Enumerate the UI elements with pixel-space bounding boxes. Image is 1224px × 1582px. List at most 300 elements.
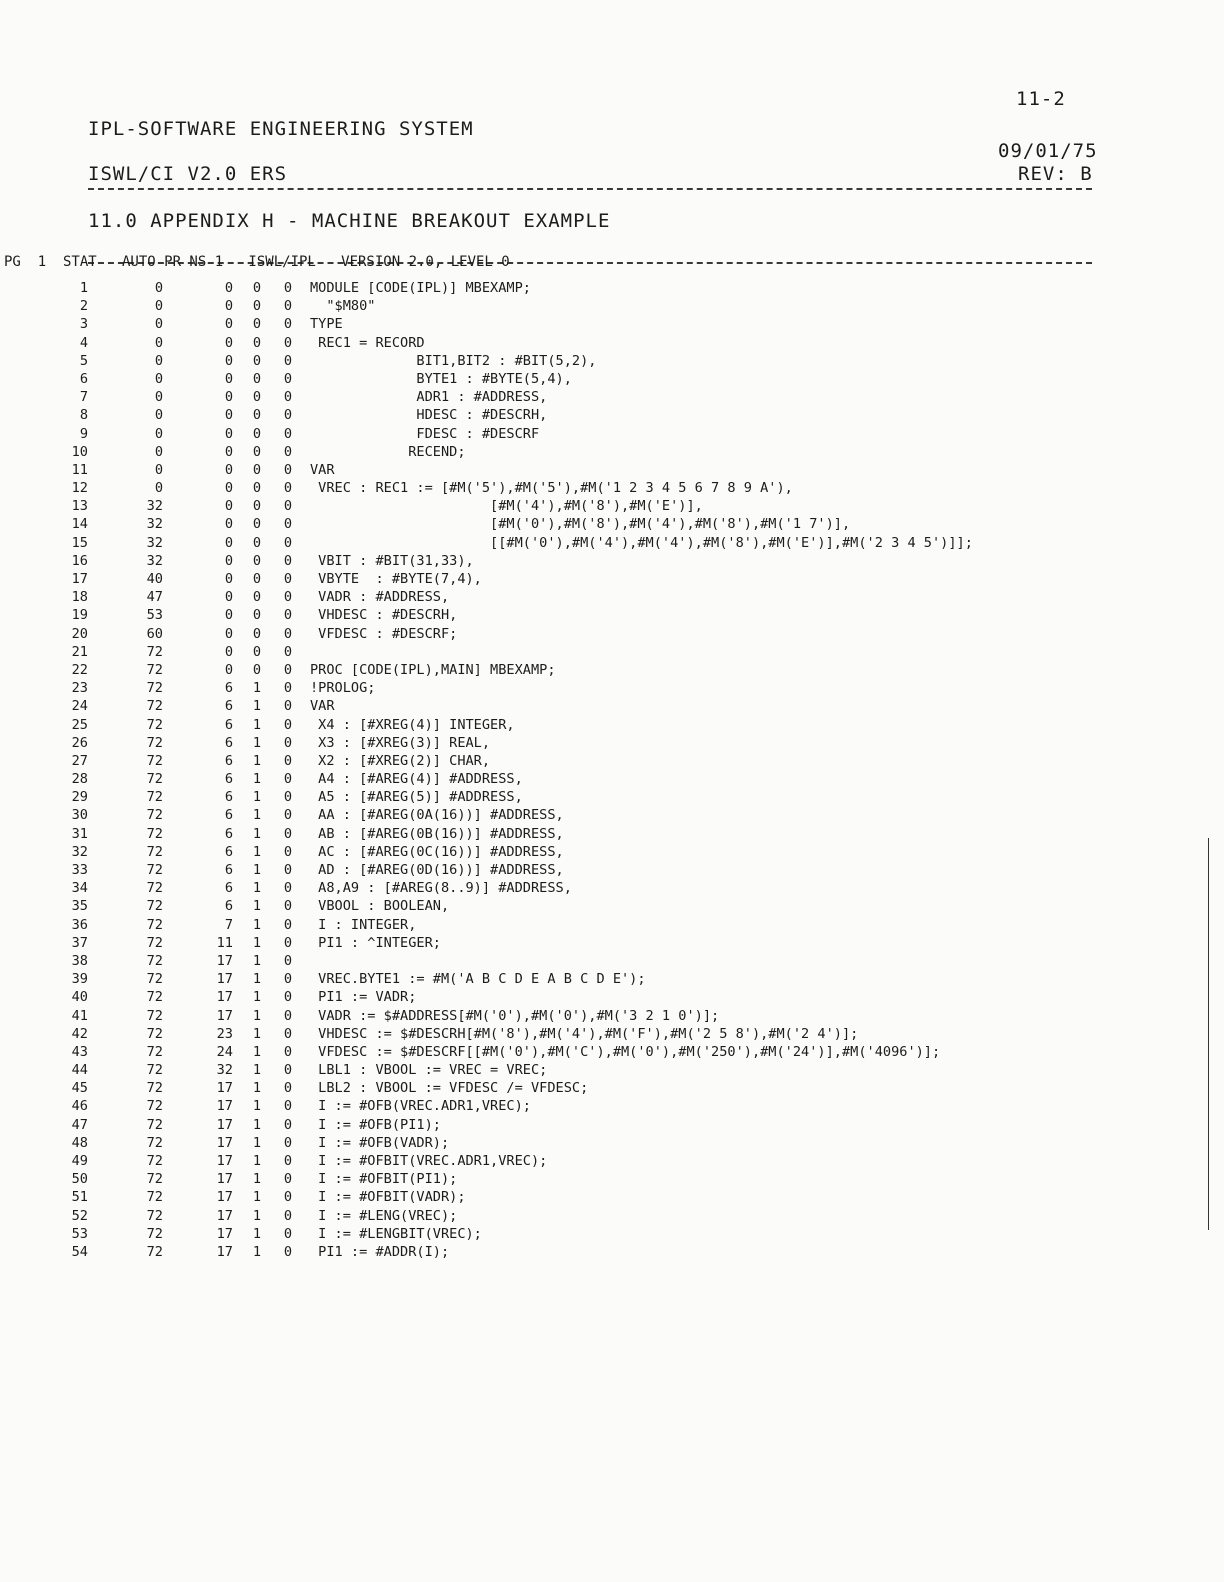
ns-value: 0 [283,298,292,315]
auto-value: 17 [216,1098,233,1115]
auto-value: 6 [224,716,233,733]
source-text: AA : [#AREG(0A(16))] #ADDRESS, [310,807,564,824]
source-text: VREC : REC1 := [#M('5'),#M('5'),#M('1 2 3 4 5 6 7 8 9 A'), [310,480,793,497]
pr-value: 1 [252,825,261,842]
auto-value: 17 [216,1134,233,1151]
ns-value: 0 [283,498,292,515]
pr-value: 1 [252,680,261,697]
ns-value: 0 [283,807,292,824]
auto-value: 0 [224,589,233,606]
change-bar [1208,838,1209,1230]
ns-value: 0 [283,280,292,296]
line-number: 32 [71,843,88,860]
pr-value: 0 [252,534,261,551]
source-text: PI1 := VADR; [310,989,417,1006]
auto-value: 0 [224,316,233,333]
ns-value: 0 [283,370,292,387]
document-date: 09/01/75 [998,140,1098,162]
source-text: I := #OFB(VREC.ADR1,VREC); [310,1098,531,1115]
stat-value: 0 [154,461,163,478]
source-text: PI1 := #ADDR(I); [310,1243,450,1260]
line-number: 39 [71,971,88,988]
pr-value: 0 [252,625,261,642]
stat-value: 32 [146,498,163,515]
pr-value: 0 [252,571,261,587]
ns-value: 0 [283,461,292,478]
pr-value: 1 [252,916,261,933]
stat-value: 72 [146,989,163,1006]
stat-value: 72 [146,1225,163,1242]
ns-value: 0 [283,407,292,424]
line-number: 31 [71,825,88,842]
source-text: X3 : [#XREG(3)] REAL, [310,734,491,751]
auto-value: 0 [224,443,233,460]
ns-value: 0 [283,898,292,915]
source-text: BIT1,BIT2 : #BIT(5,2), [310,352,597,369]
stat-value: 0 [154,298,163,315]
ns-value: 0 [283,934,292,951]
ns-value: 0 [283,1153,292,1169]
source-text: I := #OFBIT(VADR); [310,1189,466,1206]
ns-value: 0 [283,589,292,606]
line-number: 45 [71,1080,88,1097]
ns-value: 0 [283,571,292,587]
ns-value: 0 [283,1043,292,1060]
ns-value: 0 [283,825,292,842]
ns-value: 0 [283,425,292,442]
line-number: 48 [71,1134,88,1151]
auto-value: 6 [224,862,233,878]
line-number: 25 [71,716,88,733]
line-number: 5 [79,352,88,369]
line-number: 19 [71,607,88,624]
auto-value: 6 [224,898,233,915]
auto-value: 0 [224,516,233,533]
pr-value: 0 [252,370,261,387]
ns-value: 0 [283,389,292,406]
line-number: 3 [79,316,88,333]
line-number: 28 [71,771,88,788]
stat-value: 72 [146,1025,163,1042]
source-text: VAR [310,698,335,715]
stat-value: 72 [146,898,163,915]
ns-value: 0 [283,1116,292,1133]
pr-value: 1 [252,1098,261,1115]
pr-value: 0 [252,389,261,406]
line-number: 21 [71,643,88,660]
auto-value: 17 [216,1007,233,1024]
ns-value: 0 [283,661,292,678]
source-text: VHDESC : #DESCRH, [310,607,458,624]
line-number: 43 [71,1043,88,1060]
ns-value: 0 [283,716,292,733]
line-number: 29 [71,789,88,806]
line-number: 17 [71,571,88,587]
stat-value: 0 [154,280,163,296]
auto-value: 0 [224,461,233,478]
pr-value: 1 [252,1189,261,1206]
ns-value: 0 [283,1171,292,1188]
document-id: ISWL/CI V2.0 ERS [88,163,288,185]
source-text: VREC.BYTE1 := #M('A B C D E A B C D E'); [310,971,646,988]
auto-value: 0 [224,407,233,424]
ns-value: 0 [283,443,292,460]
stat-value: 32 [146,516,163,533]
line-number: 40 [71,989,88,1006]
source-text: ADR1 : #ADDRESS, [310,389,548,406]
line-number: 1 [79,280,88,296]
ns-value: 0 [283,698,292,715]
source-text: "$M80" [310,298,376,315]
auto-value: 0 [224,625,233,642]
pr-value: 1 [252,989,261,1006]
line-number: 54 [71,1243,88,1260]
source-text: I := #OFB(PI1); [310,1116,441,1133]
line-number: 23 [71,680,88,697]
auto-value: 6 [224,825,233,842]
auto-value: 0 [224,534,233,551]
pr-value: 0 [252,316,261,333]
source-text: TYPE [310,316,343,333]
pr-value: 1 [252,1062,261,1079]
stat-value: 53 [146,607,163,624]
ns-value: 0 [283,1225,292,1242]
ns-value: 0 [283,1207,292,1224]
stat-value: 0 [154,389,163,406]
pr-value: 1 [252,716,261,733]
auto-value: 0 [224,298,233,315]
source-text: A4 : [#AREG(4)] #ADDRESS, [310,771,523,788]
ns-value: 0 [283,1080,292,1097]
line-number: 11 [71,461,88,478]
stat-value: 72 [146,1171,163,1188]
auto-value: 6 [224,771,233,788]
pr-value: 1 [252,1007,261,1024]
stat-value: 72 [146,734,163,751]
auto-value: 6 [224,807,233,824]
stat-value: 47 [146,589,163,606]
source-text: VHDESC := $#DESCRH[#M('8'),#M('4'),#M('F'),#M('2 5 8'),#M('2 4')]; [310,1025,859,1042]
pr-value: 0 [252,352,261,369]
pr-value: 1 [252,934,261,951]
auto-value: 17 [216,1189,233,1206]
stat-value: 72 [146,1153,163,1169]
ns-value: 0 [283,607,292,624]
pr-value: 1 [252,952,261,969]
stat-value: 72 [146,698,163,715]
source-text: !PROLOG; [310,680,376,697]
ns-value: 0 [283,534,292,551]
stat-value: 72 [146,1098,163,1115]
stat-value: 72 [146,934,163,951]
ns-value: 0 [283,989,292,1006]
ns-value: 0 [283,1134,292,1151]
line-number: 33 [71,862,88,878]
ns-value: 0 [283,862,292,878]
ns-value: 0 [283,516,292,533]
auto-value: 0 [224,280,233,296]
pr-value: 0 [252,280,261,296]
stat-value: 72 [146,880,163,897]
line-number: 16 [71,552,88,569]
line-number: 27 [71,752,88,769]
ns-value: 0 [283,752,292,769]
source-text: PROC [CODE(IPL),MAIN] MBEXAMP; [310,661,556,678]
stat-value: 72 [146,1080,163,1097]
stat-value: 72 [146,752,163,769]
stat-value: 72 [146,661,163,678]
pr-value: 1 [252,843,261,860]
auto-value: 6 [224,880,233,897]
line-number: 9 [79,425,88,442]
source-text: HDESC : #DESCRH, [310,407,548,424]
pr-value: 1 [252,1225,261,1242]
line-number: 15 [71,534,88,551]
stat-value: 72 [146,862,163,878]
stat-value: 72 [146,1207,163,1224]
stat-value: 72 [146,1134,163,1151]
stat-value: 0 [154,443,163,460]
auto-value: 24 [216,1043,233,1060]
ns-value: 0 [283,916,292,933]
stat-value: 0 [154,407,163,424]
auto-value: 6 [224,789,233,806]
ns-value: 0 [283,552,292,569]
stat-value: 32 [146,552,163,569]
line-number: 53 [71,1225,88,1242]
auto-value: 6 [224,843,233,860]
stat-value: 72 [146,1116,163,1133]
ns-value: 0 [283,734,292,751]
line-number: 41 [71,1007,88,1024]
ns-value: 0 [283,1025,292,1042]
source-text: VAR [310,461,335,478]
pr-value: 1 [252,807,261,824]
pr-value: 1 [252,1043,261,1060]
source-text: VBOOL : BOOLEAN, [310,898,450,915]
pr-value: 0 [252,425,261,442]
stat-value: 72 [146,1243,163,1260]
source-text: VBYTE : #BYTE(7,4), [310,571,482,587]
source-text: [#M('4'),#M('8'),#M('E')], [310,498,703,515]
source-text: VFDESC : #DESCRF; [310,625,458,642]
line-number: 37 [71,934,88,951]
stat-value: 72 [146,807,163,824]
source-text: I := #OFBIT(VREC.ADR1,VREC); [310,1153,548,1169]
header-rule [88,188,1092,190]
source-text: RECEND; [310,443,466,460]
source-text: I := #LENGBIT(VREC); [310,1225,482,1242]
auto-value: 6 [224,734,233,751]
source-text: I := #OFB(VADR); [310,1134,450,1151]
pr-value: 1 [252,1243,261,1260]
auto-value: 0 [224,425,233,442]
auto-value: 6 [224,680,233,697]
source-text: [[#M('0'),#M('4'),#M('4'),#M('8'),#M('E')],#M('2 3 4 5')]]; [310,534,973,551]
ns-value: 0 [283,680,292,697]
auto-value: 7 [224,916,233,933]
ns-value: 0 [283,843,292,860]
pr-value: 0 [252,461,261,478]
stat-value: 72 [146,1007,163,1024]
stat-value: 0 [154,480,163,497]
pr-value: 1 [252,789,261,806]
listing-header: PG 1 STAT AUTO PR NS 1 ISWL/IPL VERSION 2.0, LEVEL 0 [4,254,510,270]
line-number: 36 [71,916,88,933]
stat-value: 60 [146,625,163,642]
stat-value: 72 [146,843,163,860]
stat-value: 0 [154,334,163,351]
pr-value: 0 [252,661,261,678]
pr-value: 1 [252,898,261,915]
auto-value: 0 [224,571,233,587]
source-text: LBL1 : VBOOL := VREC = VREC; [310,1062,548,1079]
pr-value: 0 [252,480,261,497]
source-text: BYTE1 : #BYTE(5,4), [310,370,572,387]
stat-value: 0 [154,352,163,369]
pr-value: 0 [252,516,261,533]
pr-value: 0 [252,607,261,624]
source-text: X4 : [#XREG(4)] INTEGER, [310,716,515,733]
line-number: 35 [71,898,88,915]
stat-value: 72 [146,1189,163,1206]
line-number: 50 [71,1171,88,1188]
pr-value: 1 [252,1153,261,1169]
auto-value: 6 [224,752,233,769]
ns-value: 0 [283,352,292,369]
ns-value: 0 [283,1007,292,1024]
line-number: 38 [71,952,88,969]
line-number: 7 [79,389,88,406]
source-text: MODULE [CODE(IPL)] MBEXAMP; [310,280,531,296]
source-text: VFDESC := $#DESCRF[[#M('0'),#M('C'),#M('0'),#M('250'),#M('24')],#M('4096')]; [310,1043,941,1060]
stat-value: 72 [146,789,163,806]
pr-value: 1 [252,698,261,715]
stat-value: 72 [146,680,163,697]
line-number: 46 [71,1098,88,1115]
pr-value: 1 [252,771,261,788]
ns-value: 0 [283,625,292,642]
pr-value: 0 [252,334,261,351]
stat-value: 72 [146,643,163,660]
pr-value: 1 [252,1080,261,1097]
ns-value: 0 [283,1062,292,1079]
line-number: 2 [79,298,88,315]
auto-value: 17 [216,1171,233,1188]
line-number: 4 [79,334,88,351]
auto-value: 0 [224,334,233,351]
source-text: VADR : #ADDRESS, [310,589,450,606]
pr-value: 1 [252,880,261,897]
auto-value: 0 [224,352,233,369]
pr-value: 1 [252,862,261,878]
stat-value: 72 [146,971,163,988]
source-text: REC1 = RECORD [310,334,425,351]
stat-value: 72 [146,716,163,733]
pr-value: 0 [252,552,261,569]
ns-value: 0 [283,952,292,969]
auto-value: 17 [216,1116,233,1133]
auto-value: 0 [224,552,233,569]
auto-value: 17 [216,1243,233,1260]
auto-value: 0 [224,661,233,678]
source-text: AB : [#AREG(0B(16))] #ADDRESS, [310,825,564,842]
line-number: 6 [79,370,88,387]
pr-value: 1 [252,1025,261,1042]
source-text: FDESC : #DESCRF [310,425,540,442]
auto-value: 6 [224,698,233,715]
source-text: AC : [#AREG(0C(16))] #ADDRESS, [310,843,564,860]
auto-value: 0 [224,643,233,660]
ns-value: 0 [283,316,292,333]
pr-value: 0 [252,298,261,315]
pr-value: 0 [252,443,261,460]
source-text: AD : [#AREG(0D(16))] #ADDRESS, [310,862,564,878]
line-number: 24 [71,698,88,715]
line-number: 47 [71,1116,88,1133]
auto-value: 17 [216,1207,233,1224]
line-number: 26 [71,734,88,751]
pr-value: 1 [252,734,261,751]
stat-value: 72 [146,825,163,842]
pr-value: 0 [252,407,261,424]
stat-value: 72 [146,1043,163,1060]
stat-value: 0 [154,370,163,387]
ns-value: 0 [283,880,292,897]
section-title: 11.0 APPENDIX H - MACHINE BREAKOUT EXAMPLE [88,210,611,232]
ns-value: 0 [283,480,292,497]
pr-value: 1 [252,971,261,988]
auto-value: 0 [224,498,233,515]
line-number: 12 [71,480,88,497]
auto-value: 0 [224,480,233,497]
auto-value: 23 [216,1025,233,1042]
ns-value: 0 [283,1098,292,1115]
pr-value: 1 [252,1134,261,1151]
auto-value: 0 [224,607,233,624]
line-number: 14 [71,516,88,533]
ns-value: 0 [283,643,292,660]
line-number: 22 [71,661,88,678]
stat-value: 72 [146,771,163,788]
line-number: 52 [71,1207,88,1224]
ns-value: 0 [283,1189,292,1206]
pr-value: 0 [252,589,261,606]
pr-value: 1 [252,1207,261,1224]
stat-value: 72 [146,916,163,933]
source-text: A5 : [#AREG(5)] #ADDRESS, [310,789,523,806]
pr-value: 0 [252,643,261,660]
stat-value: 32 [146,534,163,551]
auto-value: 11 [216,934,233,951]
auto-value: 17 [216,971,233,988]
source-text: PI1 : ^INTEGER; [310,934,441,951]
ns-value: 0 [283,334,292,351]
line-number: 34 [71,880,88,897]
stat-value: 40 [146,571,163,587]
line-number: 51 [71,1189,88,1206]
stat-value: 72 [146,1062,163,1079]
system-title: IPL-SOFTWARE ENGINEERING SYSTEM [88,118,474,140]
line-number: 42 [71,1025,88,1042]
ns-value: 0 [283,1243,292,1260]
line-number: 13 [71,498,88,515]
auto-value: 32 [216,1062,233,1079]
line-number: 10 [71,443,88,460]
pr-value: 1 [252,752,261,769]
line-number: 30 [71,807,88,824]
source-text: LBL2 : VBOOL := VFDESC /= VFDESC; [310,1080,589,1097]
